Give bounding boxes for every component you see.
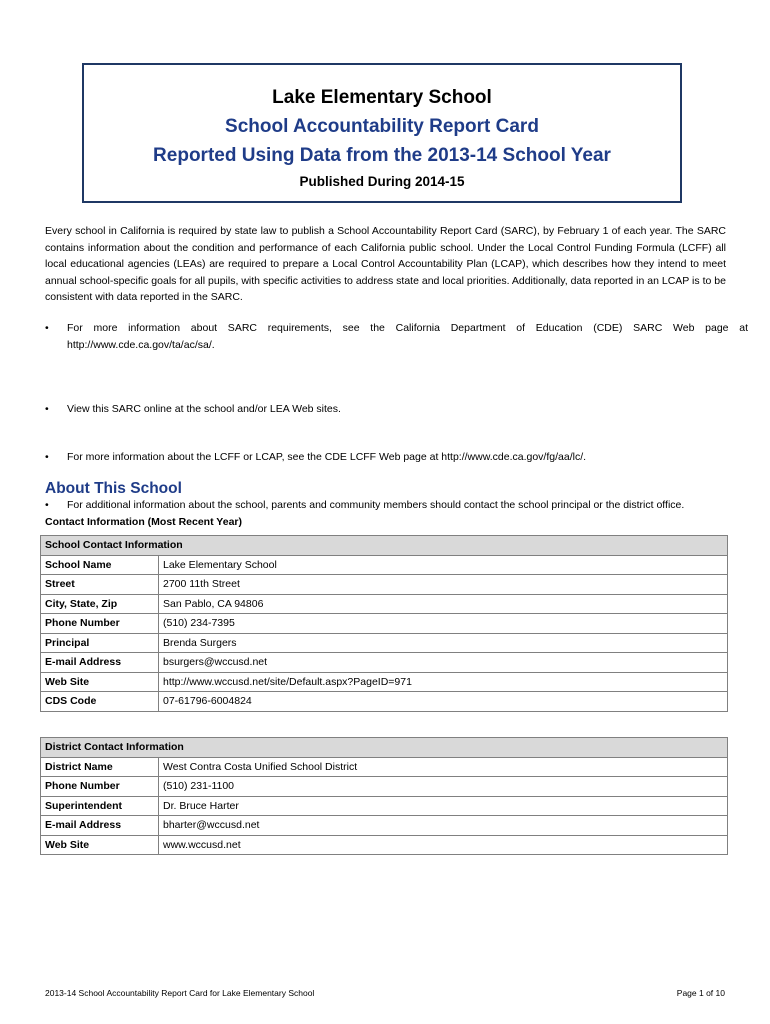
school-name-heading: Lake Elementary School	[272, 87, 492, 108]
row-value: Dr. Bruce Harter	[159, 796, 728, 816]
table-row	[41, 614, 728, 634]
bullet-item	[45, 449, 748, 466]
row-value: bharter@wccusd.net	[159, 816, 728, 836]
bullet-text: View this SARC online at the school and/or LEA Web sites.	[67, 403, 341, 415]
table-row	[41, 594, 728, 614]
published-date: Published During 2014-15	[299, 174, 465, 189]
table-header-row	[41, 738, 728, 758]
title-box	[82, 63, 682, 203]
table-row	[41, 692, 728, 712]
section-title: About This School	[45, 480, 182, 497]
row-value: San Pablo, CA 94806	[159, 594, 728, 614]
table-row	[41, 835, 728, 855]
report-title: School Accountability Report Card	[225, 116, 539, 137]
intro-paragraph: Every school in California is required by state law to publish a School Accountability Report Card (SARC), by February 1 of each year. The SARC contains information about the condition and performance of each California public school. Under the Local Control Funding Formula (LCFF) all local educational agencies (LEAs) are required to prepare a Local Control Accountability Plan (LCAP), which describes how they intend to meet annual school-specific goals for all pupils, with specific activities to address state and local priorities. Additionally, data reported in an LCAP is to be consistent with data reported in the SARC.	[45, 225, 726, 303]
row-label: Phone Number	[41, 614, 159, 634]
row-value: 2700 11th Street	[159, 575, 728, 595]
row-label: E-mail Address	[41, 816, 159, 836]
row-value: (510) 234-7395	[159, 614, 728, 634]
table-row	[41, 555, 728, 575]
bullet-item	[45, 401, 748, 418]
footer-document-title: 2013-14 School Accountability Report Card for Lake Elementary School	[45, 988, 315, 998]
row-value: 07-61796-6004824	[159, 692, 728, 712]
school-contact-table	[40, 535, 728, 712]
row-label: Superintendent	[41, 796, 159, 816]
row-label: School Name	[41, 555, 159, 575]
row-value: Brenda Surgers	[159, 633, 728, 653]
bullet-text: For additional information about the school, parents and community members should contact the school principal or the district office.	[67, 499, 685, 511]
row-value: http://www.wccusd.net/site/Default.aspx?PageID=971	[159, 672, 728, 692]
bullet-icon: •	[45, 322, 49, 334]
row-value: (510) 231-1100	[159, 777, 728, 797]
table-row	[41, 672, 728, 692]
table-header-row	[41, 536, 728, 556]
table-header: District Contact Information	[41, 738, 728, 758]
bullet-item	[45, 497, 748, 514]
bullet-item	[45, 320, 748, 353]
bullet-text: For more information about SARC requirements, see the California Department of Education (CDE) SARC Web page at http://www.cde.ca.gov/ta/ac/sa/.	[67, 322, 748, 351]
footer-page-number: Page 1 of 10	[676, 988, 725, 998]
report-subtitle: Reported Using Data from the 2013-14 School Year	[153, 145, 611, 166]
bullet-text: For more information about the LCFF or LCAP, see the CDE LCFF Web page at http://www.cde.ca.gov/fg/aa/lc/.	[67, 450, 587, 463]
row-label: E-mail Address	[41, 653, 159, 673]
row-label: City, State, Zip	[41, 594, 159, 614]
row-label: Street	[41, 575, 159, 595]
table-row	[41, 653, 728, 673]
row-value: bsurgers@wccusd.net	[159, 653, 728, 673]
row-value: West Contra Costa Unified School District	[159, 757, 728, 777]
row-label: Principal	[41, 633, 159, 653]
bullet-icon: •	[45, 499, 49, 511]
table-row	[41, 757, 728, 777]
table-row	[41, 796, 728, 816]
table-row	[41, 575, 728, 595]
table-caption: Contact Information (Most Recent Year)	[45, 516, 242, 528]
table-row	[41, 633, 728, 653]
district-contact-table	[40, 737, 728, 855]
table-row	[41, 777, 728, 797]
row-label: Web Site	[41, 672, 159, 692]
bullet-icon: •	[45, 403, 49, 415]
row-label: CDS Code	[41, 692, 159, 712]
row-label: Phone Number	[41, 777, 159, 797]
table-row	[41, 816, 728, 836]
row-value: www.wccusd.net	[159, 835, 728, 855]
bullet-icon: •	[45, 450, 49, 463]
row-label: Web Site	[41, 835, 159, 855]
table-header: School Contact Information	[41, 536, 728, 556]
row-label: District Name	[41, 757, 159, 777]
row-value: Lake Elementary School	[159, 555, 728, 575]
